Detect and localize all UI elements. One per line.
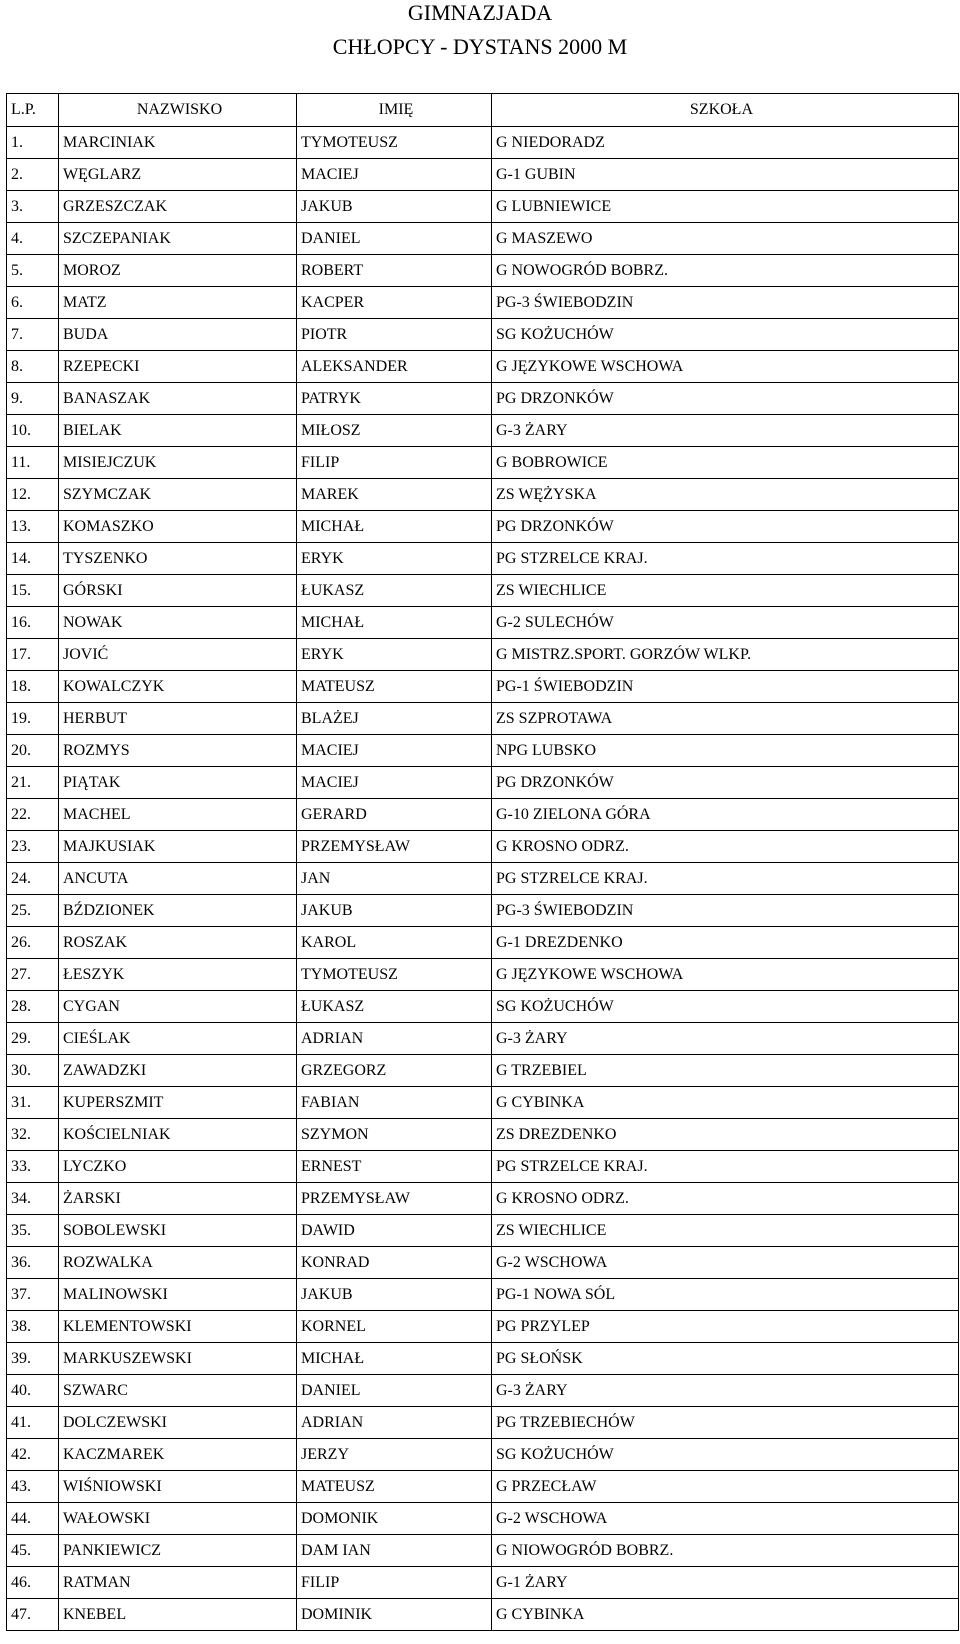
cell-szkola: PG TRZEBIECHÓW (492, 1407, 959, 1439)
table-row (7, 255, 959, 287)
cell-nazwisko: NOWAK (59, 607, 297, 639)
cell-imie: JAKUB (297, 895, 492, 927)
table-row (7, 607, 959, 639)
cell-nazwisko: LYCZKO (59, 1151, 297, 1183)
cell-szkola: G-3 ŻARY (492, 1375, 959, 1407)
cell-nazwisko: MARCINIAK (59, 127, 297, 159)
cell-nazwisko: MISIEJCZUK (59, 447, 297, 479)
cell-nazwisko: PIĄTAK (59, 767, 297, 799)
cell-nazwisko: ROZMYS (59, 735, 297, 767)
cell-szkola: G BOBROWICE (492, 447, 959, 479)
cell-lp: 22. (7, 799, 59, 831)
table-row (7, 1343, 959, 1375)
table-row (7, 991, 959, 1023)
cell-imie: MAREK (297, 479, 492, 511)
cell-lp: 6. (7, 287, 59, 319)
cell-imie: MACIEJ (297, 767, 492, 799)
cell-lp: 13. (7, 511, 59, 543)
table-row (7, 767, 959, 799)
cell-imie: ROBERT (297, 255, 492, 287)
table-row (7, 511, 959, 543)
cell-lp: 20. (7, 735, 59, 767)
cell-imie: KACPER (297, 287, 492, 319)
cell-lp: 40. (7, 1375, 59, 1407)
table-row (7, 1599, 959, 1631)
cell-lp: 21. (7, 767, 59, 799)
cell-lp: 10. (7, 415, 59, 447)
cell-imie: MICHAŁ (297, 511, 492, 543)
cell-imie: DAM IAN (297, 1535, 492, 1567)
cell-lp: 45. (7, 1535, 59, 1567)
cell-imie: ADRIAN (297, 1023, 492, 1055)
cell-imie: DANIEL (297, 1375, 492, 1407)
cell-lp: 35. (7, 1215, 59, 1247)
cell-imie: PIOTR (297, 319, 492, 351)
table-row (7, 895, 959, 927)
cell-imie: MACIEJ (297, 159, 492, 191)
cell-nazwisko: WAŁOWSKI (59, 1503, 297, 1535)
cell-szkola: G MISTRZ.SPORT. GORZÓW WLKP. (492, 639, 959, 671)
cell-szkola: G CYBINKA (492, 1087, 959, 1119)
cell-imie: MATEUSZ (297, 671, 492, 703)
cell-nazwisko: JOVIĆ (59, 639, 297, 671)
cell-nazwisko: MATZ (59, 287, 297, 319)
cell-lp: 29. (7, 1023, 59, 1055)
cell-szkola: G-2 WSCHOWA (492, 1247, 959, 1279)
cell-imie: MIŁOSZ (297, 415, 492, 447)
cell-nazwisko: KOWALCZYK (59, 671, 297, 703)
cell-imie: JAN (297, 863, 492, 895)
cell-nazwisko: CIEŚLAK (59, 1023, 297, 1055)
table-row (7, 639, 959, 671)
cell-nazwisko: BIELAK (59, 415, 297, 447)
table-row (7, 1215, 959, 1247)
cell-nazwisko: KNEBEL (59, 1599, 297, 1631)
table-row (7, 447, 959, 479)
cell-imie: PRZEMYSŁAW (297, 831, 492, 863)
cell-nazwisko: MARKUSZEWSKI (59, 1343, 297, 1375)
cell-nazwisko: DOLCZEWSKI (59, 1407, 297, 1439)
cell-imie: FABIAN (297, 1087, 492, 1119)
cell-nazwisko: SZWARC (59, 1375, 297, 1407)
cell-nazwisko: SZCZEPANIAK (59, 223, 297, 255)
cell-imie: KAROL (297, 927, 492, 959)
cell-szkola: PG PRZYLEP (492, 1311, 959, 1343)
cell-lp: 30. (7, 1055, 59, 1087)
cell-lp: 4. (7, 223, 59, 255)
cell-lp: 36. (7, 1247, 59, 1279)
cell-nazwisko: KLEMENTOWSKI (59, 1311, 297, 1343)
cell-nazwisko: WĘGLARZ (59, 159, 297, 191)
cell-imie: TYMOTEUSZ (297, 127, 492, 159)
cell-lp: 2. (7, 159, 59, 191)
cell-lp: 41. (7, 1407, 59, 1439)
cell-szkola: PG-1 NOWA SÓL (492, 1279, 959, 1311)
cell-lp: 8. (7, 351, 59, 383)
table-row (7, 1311, 959, 1343)
table-row (7, 831, 959, 863)
cell-nazwisko: KACZMAREK (59, 1439, 297, 1471)
cell-lp: 9. (7, 383, 59, 415)
cell-szkola: ZS SZPROTAWA (492, 703, 959, 735)
cell-nazwisko: MACHEL (59, 799, 297, 831)
cell-nazwisko: SOBOLEWSKI (59, 1215, 297, 1247)
table-row (7, 735, 959, 767)
table-row (7, 863, 959, 895)
cell-nazwisko: RZEPECKI (59, 351, 297, 383)
cell-nazwisko: ŻARSKI (59, 1183, 297, 1215)
cell-nazwisko: BŹDZIONEK (59, 895, 297, 927)
cell-szkola: PG DRZONKÓW (492, 767, 959, 799)
cell-imie: JAKUB (297, 1279, 492, 1311)
cell-nazwisko: MAJKUSIAK (59, 831, 297, 863)
cell-lp: 17. (7, 639, 59, 671)
cell-imie: DOMONIK (297, 1503, 492, 1535)
cell-imie: KONRAD (297, 1247, 492, 1279)
cell-szkola: G LUBNIEWICE (492, 191, 959, 223)
cell-szkola: PG STZRELCE KRAJ. (492, 863, 959, 895)
column-header-szkola: SZKOŁA (492, 94, 959, 127)
table-row (7, 1055, 959, 1087)
cell-nazwisko: BUDA (59, 319, 297, 351)
cell-szkola: ZS WIECHLICE (492, 575, 959, 607)
page-title: GIMNAZJADA (407, 0, 553, 25)
cell-lp: 24. (7, 863, 59, 895)
cell-lp: 46. (7, 1567, 59, 1599)
cell-imie: PRZEMYSŁAW (297, 1183, 492, 1215)
cell-lp: 5. (7, 255, 59, 287)
table-row (7, 479, 959, 511)
cell-lp: 15. (7, 575, 59, 607)
table-row (7, 127, 959, 159)
cell-szkola: G-2 SULECHÓW (492, 607, 959, 639)
column-header-imie: IMIĘ (297, 94, 492, 127)
cell-imie: ADRIAN (297, 1407, 492, 1439)
cell-imie: TYMOTEUSZ (297, 959, 492, 991)
table-row (7, 287, 959, 319)
cell-imie: MATEUSZ (297, 1471, 492, 1503)
table-header-row (7, 94, 959, 127)
cell-lp: 11. (7, 447, 59, 479)
cell-nazwisko: ŁESZYK (59, 959, 297, 991)
cell-imie: DAWID (297, 1215, 492, 1247)
table-row (7, 1119, 959, 1151)
cell-szkola: G KROSNO ODRZ. (492, 831, 959, 863)
cell-imie: MICHAŁ (297, 607, 492, 639)
cell-nazwisko: KUPERSZMIT (59, 1087, 297, 1119)
cell-szkola: SG KOŻUCHÓW (492, 991, 959, 1023)
cell-lp: 18. (7, 671, 59, 703)
table-row (7, 671, 959, 703)
cell-szkola: PG SŁOŃSK (492, 1343, 959, 1375)
page-subtitle: CHŁOPCY - DYSTANS 2000 M (332, 34, 628, 59)
cell-nazwisko: HERBUT (59, 703, 297, 735)
cell-szkola: G JĘZYKOWE WSCHOWA (492, 959, 959, 991)
cell-lp: 39. (7, 1343, 59, 1375)
cell-nazwisko: CYGAN (59, 991, 297, 1023)
cell-lp: 27. (7, 959, 59, 991)
cell-lp: 12. (7, 479, 59, 511)
cell-szkola: PG STZRELCE KRAJ. (492, 543, 959, 575)
cell-imie: GERARD (297, 799, 492, 831)
cell-imie: SZYMON (297, 1119, 492, 1151)
cell-imie: BLAŻEJ (297, 703, 492, 735)
results-table (6, 93, 959, 1631)
cell-imie: JAKUB (297, 191, 492, 223)
cell-imie: MICHAŁ (297, 1343, 492, 1375)
cell-imie: ALEKSANDER (297, 351, 492, 383)
cell-nazwisko: ROSZAK (59, 927, 297, 959)
cell-nazwisko: GRZESZCZAK (59, 191, 297, 223)
cell-imie: DANIEL (297, 223, 492, 255)
table-row (7, 1407, 959, 1439)
cell-szkola: G-1 DREZDENKO (492, 927, 959, 959)
cell-imie: PATRYK (297, 383, 492, 415)
cell-szkola: G MASZEWO (492, 223, 959, 255)
table-row (7, 1279, 959, 1311)
cell-szkola: G NIOWOGRÓD BOBRZ. (492, 1535, 959, 1567)
cell-szkola: ZS WIECHLICE (492, 1215, 959, 1247)
cell-nazwisko: ROZWALKA (59, 1247, 297, 1279)
cell-lp: 44. (7, 1503, 59, 1535)
cell-imie: ERYK (297, 543, 492, 575)
cell-nazwisko: GÓRSKI (59, 575, 297, 607)
cell-imie: ERYK (297, 639, 492, 671)
cell-szkola: PG STRZELCE KRAJ. (492, 1151, 959, 1183)
cell-imie: ŁUKASZ (297, 991, 492, 1023)
cell-lp: 34. (7, 1183, 59, 1215)
cell-szkola: SG KOŻUCHÓW (492, 1439, 959, 1471)
table-row (7, 1503, 959, 1535)
table-row (7, 1087, 959, 1119)
cell-imie: KORNEL (297, 1311, 492, 1343)
cell-nazwisko: SZYMCZAK (59, 479, 297, 511)
cell-szkola: G-1 ŻARY (492, 1567, 959, 1599)
cell-szkola: G CYBINKA (492, 1599, 959, 1631)
table-row (7, 223, 959, 255)
table-row (7, 1023, 959, 1055)
cell-imie: JERZY (297, 1439, 492, 1471)
cell-szkola: G JĘZYKOWE WSCHOWA (492, 351, 959, 383)
cell-nazwisko: ZAWADZKI (59, 1055, 297, 1087)
cell-lp: 26. (7, 927, 59, 959)
cell-nazwisko: RATMAN (59, 1567, 297, 1599)
cell-lp: 7. (7, 319, 59, 351)
cell-szkola: G-3 ŻARY (492, 1023, 959, 1055)
cell-imie: ERNEST (297, 1151, 492, 1183)
table-row (7, 1567, 959, 1599)
cell-imie: FILIP (297, 447, 492, 479)
table-row (7, 1439, 959, 1471)
cell-lp: 16. (7, 607, 59, 639)
cell-szkola: G KROSNO ODRZ. (492, 1183, 959, 1215)
cell-szkola: G-3 ŻARY (492, 415, 959, 447)
cell-szkola: PG-1 ŚWIEBODZIN (492, 671, 959, 703)
table-row (7, 1471, 959, 1503)
table-row (7, 799, 959, 831)
table-row (7, 383, 959, 415)
cell-szkola: PG DRZONKÓW (492, 511, 959, 543)
cell-szkola: G TRZEBIEL (492, 1055, 959, 1087)
cell-szkola: G NOWOGRÓD BOBRZ. (492, 255, 959, 287)
cell-imie: MACIEJ (297, 735, 492, 767)
table-row (7, 1535, 959, 1567)
column-header-lp: L.P. (7, 94, 59, 127)
cell-nazwisko: MALINOWSKI (59, 1279, 297, 1311)
cell-lp: 38. (7, 1311, 59, 1343)
cell-szkola: G PRZECŁAW (492, 1471, 959, 1503)
cell-szkola: NPG LUBSKO (492, 735, 959, 767)
table-row (7, 351, 959, 383)
cell-szkola: ZS DREZDENKO (492, 1119, 959, 1151)
cell-szkola: PG DRZONKÓW (492, 383, 959, 415)
cell-imie: ŁUKASZ (297, 575, 492, 607)
cell-nazwisko: ANCUTA (59, 863, 297, 895)
cell-szkola: G NIEDORADZ (492, 127, 959, 159)
table-row (7, 1183, 959, 1215)
cell-szkola: PG-3 ŚWIEBODZIN (492, 287, 959, 319)
cell-szkola: SG KOŻUCHÓW (492, 319, 959, 351)
cell-nazwisko: BANASZAK (59, 383, 297, 415)
table-row (7, 1247, 959, 1279)
cell-nazwisko: TYSZENKO (59, 543, 297, 575)
cell-lp: 3. (7, 191, 59, 223)
cell-imie: FILIP (297, 1567, 492, 1599)
table-row (7, 415, 959, 447)
table-row (7, 927, 959, 959)
cell-lp: 31. (7, 1087, 59, 1119)
cell-szkola: G-2 WSCHOWA (492, 1503, 959, 1535)
cell-lp: 19. (7, 703, 59, 735)
cell-nazwisko: MOROZ (59, 255, 297, 287)
cell-lp: 32. (7, 1119, 59, 1151)
table-row (7, 959, 959, 991)
cell-szkola: PG-3 ŚWIEBODZIN (492, 895, 959, 927)
cell-lp: 25. (7, 895, 59, 927)
cell-lp: 37. (7, 1279, 59, 1311)
cell-szkola: G-10 ZIELONA GÓRA (492, 799, 959, 831)
table-row (7, 543, 959, 575)
cell-lp: 43. (7, 1471, 59, 1503)
cell-nazwisko: WIŚNIOWSKI (59, 1471, 297, 1503)
table-row (7, 703, 959, 735)
cell-nazwisko: PANKIEWICZ (59, 1535, 297, 1567)
table-row (7, 1151, 959, 1183)
cell-lp: 23. (7, 831, 59, 863)
table-row (7, 159, 959, 191)
cell-lp: 42. (7, 1439, 59, 1471)
cell-nazwisko: KOMASZKO (59, 511, 297, 543)
cell-lp: 1. (7, 127, 59, 159)
column-header-nazwisko: NAZWISKO (59, 94, 297, 127)
cell-lp: 33. (7, 1151, 59, 1183)
table-row (7, 575, 959, 607)
table-row (7, 319, 959, 351)
table-row (7, 1375, 959, 1407)
cell-lp: 47. (7, 1599, 59, 1631)
cell-imie: GRZEGORZ (297, 1055, 492, 1087)
cell-lp: 14. (7, 543, 59, 575)
cell-szkola: ZS WĘŻYSKA (492, 479, 959, 511)
table-row (7, 191, 959, 223)
cell-nazwisko: KOŚCIELNIAK (59, 1119, 297, 1151)
cell-imie: DOMINIK (297, 1599, 492, 1631)
cell-szkola: G-1 GUBIN (492, 159, 959, 191)
cell-lp: 28. (7, 991, 59, 1023)
